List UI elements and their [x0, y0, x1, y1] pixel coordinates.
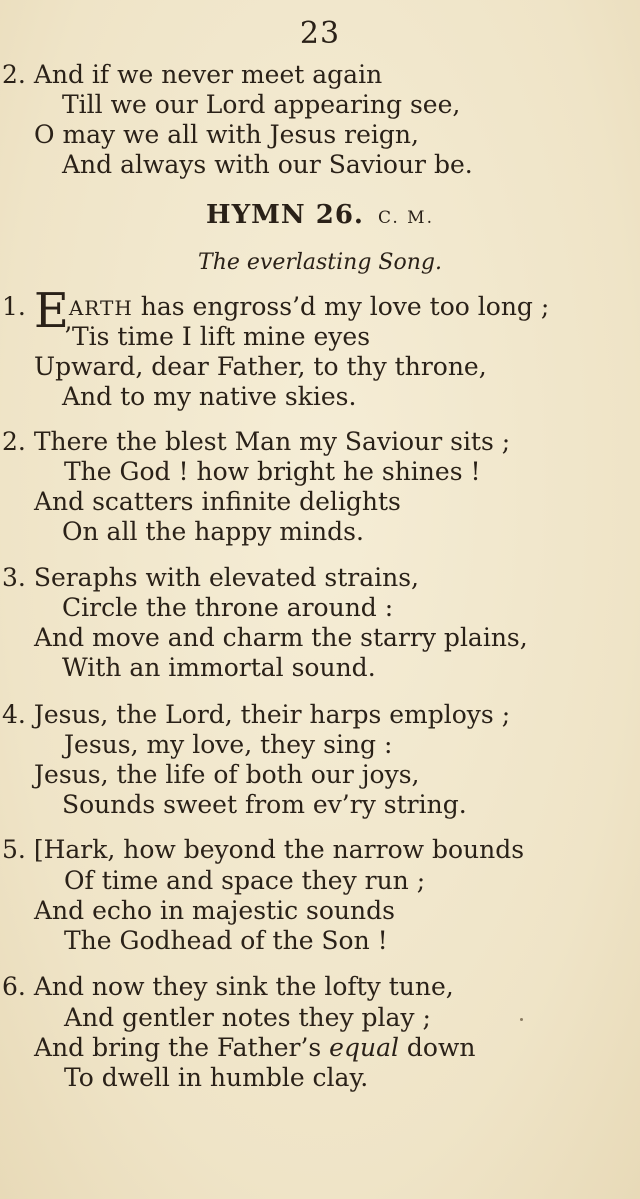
- line-text: And if we never meet again: [33, 60, 383, 89]
- line-text: [Hark, how beyond the narrow bounds: [33, 835, 525, 864]
- hymn-title: [0, 200, 640, 230]
- stanza-line: Circle the throne around :: [62, 593, 394, 622]
- small-caps: ARTH: [68, 296, 133, 320]
- stanza-number: 3.: [2, 563, 26, 592]
- page-number: 23: [299, 16, 341, 51]
- stanza-line: [2, 563, 419, 593]
- stanza-line: And echo in majestic sounds: [34, 896, 395, 925]
- line-text: Jesus, the Lord, their harps employs ;: [33, 700, 511, 729]
- stanza-line: [2, 700, 510, 730]
- line-text: And now they sink the lofty tune,: [33, 972, 454, 1001]
- hymn-meter: C. M.: [377, 208, 434, 228]
- paper-speck: [520, 1018, 523, 1021]
- stanza-line: Jesus, my love, they sing :: [64, 730, 393, 759]
- stanza-line: And scatters infinite delights: [34, 487, 401, 516]
- stanza-line: And move and charm the starry plains,: [34, 623, 528, 652]
- stanza-line: The Godhead of the Son !: [64, 926, 388, 955]
- stanza-line: Till we our Lord appearing see,: [62, 90, 461, 119]
- stanza-line: The God ! how bright he shines !: [64, 457, 481, 486]
- stanza-line: Of time and space they run ;: [64, 866, 426, 895]
- stanza-line: With an immortal sound.: [62, 653, 376, 682]
- line-text: down: [398, 1033, 476, 1062]
- stanza-line: On all the happy minds.: [62, 517, 364, 546]
- stanza-line: And gentler notes they play ;: [64, 1003, 431, 1032]
- stanza-line: Upward, dear Father, to thy throne,: [34, 352, 487, 381]
- stanza-number: 2.: [2, 427, 26, 456]
- line-text: And bring the Father’s: [34, 1033, 330, 1062]
- line-text: There the blest Man my Saviour sits ;: [33, 427, 511, 456]
- stanza-line: O may we all with Jesus reign,: [34, 120, 419, 149]
- stanza-line: [2, 835, 524, 865]
- stanza-line: Jesus, the life of both our joys,: [34, 760, 420, 789]
- stanza-number: 4.: [2, 700, 26, 729]
- stanza-line: [34, 1033, 476, 1063]
- line-text: Seraphs with elevated strains,: [33, 563, 419, 592]
- stanza-number: 2.: [2, 60, 26, 89]
- stanza-number: 5.: [2, 835, 26, 864]
- stanza-number: 1.: [2, 292, 26, 321]
- stanza-line: And to my native skies.: [62, 382, 357, 411]
- hymn-subtitle: The everlasting Song.: [198, 250, 442, 275]
- drop-cap: E: [33, 283, 69, 339]
- italic-word: equal: [329, 1033, 399, 1062]
- stanza-line: ’Tis time I lift mine eyes: [64, 322, 371, 351]
- stanza-line: And always with our Saviour be.: [62, 150, 473, 179]
- stanza-number: 6.: [2, 972, 26, 1001]
- hymn-number: HYMN 26.: [206, 200, 364, 230]
- stanza-line: [2, 427, 510, 457]
- stanza-line: Sounds sweet from ev’ry string.: [62, 790, 467, 819]
- stanza-line: [2, 972, 454, 1002]
- stanza-line: [2, 60, 382, 90]
- line-text: has engross’d my love too long ;: [132, 292, 550, 321]
- stanza-line: To dwell in humble clay.: [64, 1063, 369, 1092]
